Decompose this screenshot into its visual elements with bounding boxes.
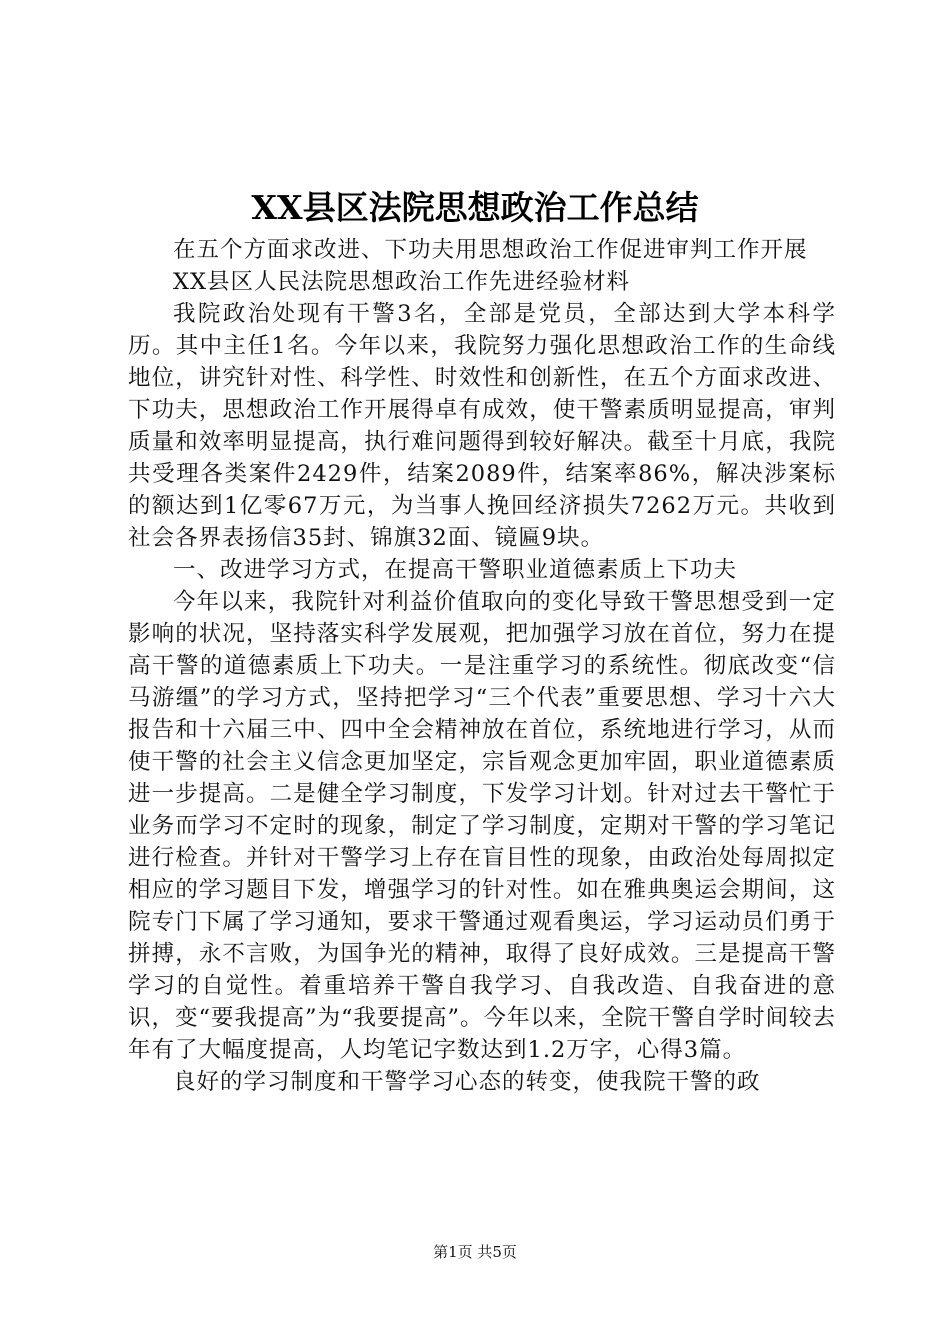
- subtitle-paragraph: 在五个方面求改进、下功夫用思想政治工作促进审判工作开展: [173, 237, 808, 263]
- material-heading: XX县区人民法院思想政治工作先进经验材料: [173, 269, 631, 295]
- section-1-paragraph: 今年以来，我院针对利益价值取向的变化导致干警思想受到一定影响的状况，坚持落实科学发展观，把加强学习放在首位，努力在提高干警的道德素质上下功夫。一是注重学习的系统性。彻底改变“信马游缰”的学习方式，坚持把学习“三个代表”重要思想、学习十六大报告和十六届三中、四中全会精神放在首位，系统地进行学习，从而使干警的社会主义信念更加坚定，宗旨观念更加牢固，职业道德素质进一步提高。二是健全学习制度，下发学习计划。针对过去干警忙于业务而学习不定时的现象，制定了学习制度，定期对干警的学习笔记进行检查。并针对干警学习上存在盲目性的现象，由政治处每周拟定相应的学习题目下发，增强学习的针对性。如在雅典奥运会期间，这院专门下属了学习通知，要求干警通过观看奥运，学习运动员们勇于拼搏，永不言败，为国争光的精神，取得了良好成效。三是提高干警学习的自觉性。着重培养干警自我学习、自我改造、自我奋进的意识，变“要我提高”为“我要提高”。今年以来，全院干警自学时间较去年有了大幅度提高，人均笔记字数达到1.2万字，心得3篇。: [128, 589, 837, 1063]
- page-footer: 第1页 共5页: [433, 1243, 517, 1261]
- document-body: [128, 234, 836, 1098]
- intro-paragraph: 我院政治处现有干警3名，全部是党员，全部达到大学本科学历。其中主任1名。今年以来，我院努力强化思想政治工作的生命线地位，讲究针对性、科学性、时效性和创新性，在五个方面求改进、下功夫，思想政治工作开展得卓有成效，使干警素质明显提高，审判质量和效率明显提高，执行难问题得到较好解决。截至十月底，我院共受理各类案件2429件，结案2089件，结案率86%，解决涉案标的额达到1亿零67万元，为当事人挽回经济损失7262万元。共收到社会各界表扬信35封、锦旗32面、镜匾9块。: [128, 301, 836, 551]
- section-heading-1: 一、改进学习方式，在提高干警职业道德素质上下功夫: [173, 557, 738, 583]
- document-title: XX县区法院思想政治工作总结: [251, 188, 699, 227]
- continuation-paragraph: 良好的学习制度和干警学习心态的转变，使我院干警的政: [173, 1069, 761, 1095]
